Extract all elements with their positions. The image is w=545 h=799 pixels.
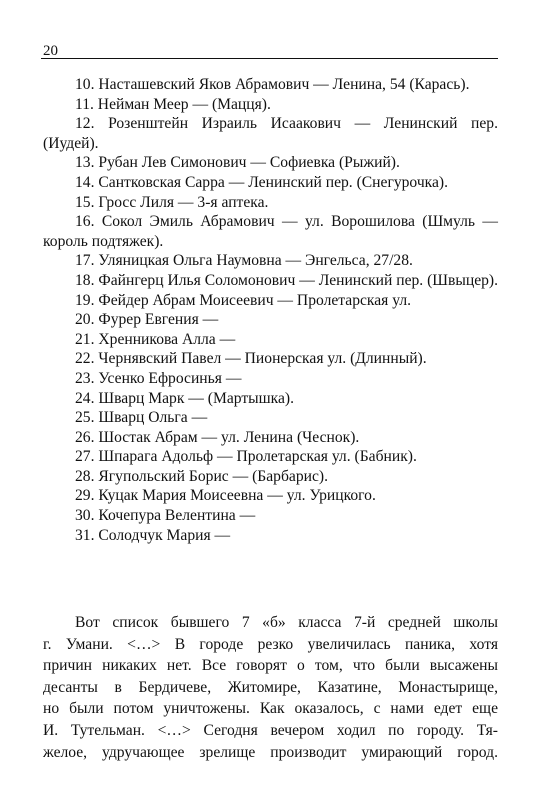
list-item: 18. Файнгерц Илья Соломонович — Ленинский пер. (Швыцер). [75, 271, 499, 289]
list-item: 16. Сокол Эмиль Абрамович — ул. Ворошилова (Шмуль — король подтяжек). [43, 213, 498, 250]
list-item: 21. Хренникова Алла — [75, 330, 236, 348]
list-item: 24. Шварц Марк — (Мартышка). [75, 389, 295, 407]
list-item: 10. Насташевский Яков Абрамович — Ленина, 54 (Карась). [75, 76, 470, 93]
list-item: 30. Кочепура Велентина — [75, 507, 256, 525]
list-item: 14. Сантковская Сарра — Ленинский пер. (Снегурочка). [75, 173, 449, 191]
paragraph-line: И. Тутельман. <…> Сегодня вечером ходил по городу. Тя- [43, 721, 498, 739]
paragraph-line: г. Умани. <…> В городе резко увеличилась паника, хотя [43, 635, 498, 653]
list-item: 19. Фейдер Абрам Моисеевич — Пролетарская ул. [75, 291, 412, 309]
body-paragraph [43, 612, 498, 763]
header-rule [41, 58, 498, 59]
list-item: 12. Розенштейн Израиль Исаакович — Ленинский пер. (Иудей). [43, 115, 498, 152]
paragraph-line: причин никаких нет. Все говорят о том, что были высажены [43, 657, 498, 675]
name-list [43, 75, 498, 545]
list-item: 11. Нейман Меер — (Мацця). [75, 95, 271, 113]
list-item: 25. Шварц Ольга — [75, 409, 208, 427]
list-item: 29. Куцак Мария Моисеевна — ул. Урицкого. [75, 487, 376, 505]
paragraph-line: но были потом уничтожены. Как оказалось, с нами едет еще [43, 700, 498, 718]
list-item: 27. Шпарага Адольф — Пролетарская ул. (Бабник). [75, 448, 417, 466]
page-number: 20 [43, 43, 58, 59]
list-item: 31. Солодчук Мария — [75, 526, 231, 544]
list-item: 26. Шостак Абрам — ул. Ленина (Чеснок). [75, 428, 360, 446]
list-item: 22. Чернявский Павел — Пионерская ул. (Длинный). [75, 350, 427, 368]
list-item: 15. Гросс Лиля — 3-я аптека. [75, 193, 269, 211]
paragraph-line: Вот список бывшего 7 «б» класса 7-й средней школы [75, 614, 498, 631]
list-item: 20. Фурер Евгения — [75, 311, 219, 329]
paragraph-line: десанты в Бердичеве, Житомире, Казатине, Монастырище, [43, 678, 498, 696]
list-item: 13. Рубан Лев Симонович — Софиевка (Рыжий). [75, 154, 400, 172]
list-item: 23. Усенко Ефросинья — [75, 369, 242, 387]
list-item: 17. Уляницкая Ольга Наумовна — Энгельса, 27/28. [75, 252, 413, 270]
list-item: 28. Ягупольский Борис — (Барбарис). [75, 467, 328, 485]
paragraph-line: желое, удручающее зрелище производит умирающий город. [43, 743, 498, 761]
